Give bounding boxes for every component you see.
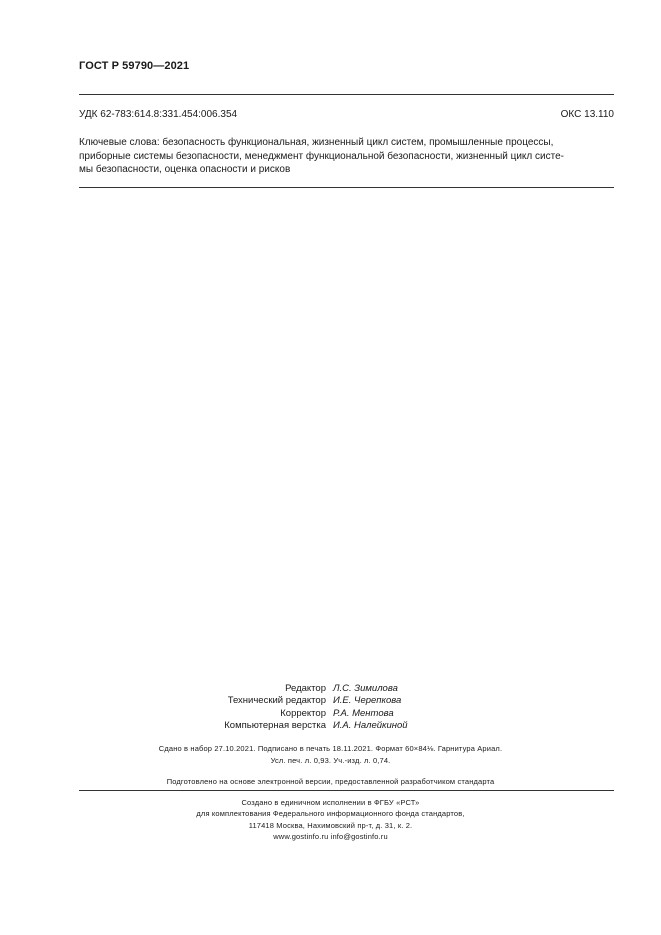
- standard-code: ГОСТ Р 59790—2021: [79, 60, 190, 72]
- keywords-line: приборные системы безопасности, менеджмент функциональной безопасности, жизненный цикл систе-: [79, 150, 564, 162]
- footer-line: 117418 Москва, Нахимовский пр-т, д. 31, к. 2.: [248, 820, 413, 830]
- print-details: [0, 743, 661, 766]
- credit-name: И.А. Налейкиной: [333, 719, 408, 731]
- publisher-footer: [0, 797, 661, 842]
- oks-code: ОКС 13.110: [560, 109, 614, 120]
- credit-name: И.Е. Черепкова: [333, 695, 402, 707]
- keywords-line: Ключевые слова: безопасность функциональная, жизненный цикл систем, промышленные процессы,: [79, 137, 554, 148]
- top-divider: [79, 94, 614, 95]
- credits-block: [0, 683, 661, 732]
- credit-role: Компьютерная верстка: [224, 719, 326, 731]
- udk-code: УДК 62-783:614.8:331.454:006.354: [79, 109, 238, 120]
- credit-row-tech-editor: [0, 695, 661, 707]
- footer-contacts: www.gostinfo.ru info@gostinfo.ru: [273, 831, 388, 841]
- credit-name: Р.А. Ментова: [333, 707, 394, 719]
- credit-row-editor: [0, 683, 661, 695]
- footer-line: для комплектования Федерального информационного фонда стандартов,: [196, 809, 465, 819]
- print-details-line: Сдано в набор 27.10.2021. Подписано в печать 18.11.2021. Формат 60×84⅛. Гарнитура Ариал.: [158, 744, 503, 753]
- credit-name: Л.С. Зимилова: [333, 683, 398, 694]
- keywords-paragraph: [79, 136, 615, 177]
- credit-row-layout: [0, 720, 661, 732]
- keywords-divider: [79, 187, 614, 188]
- credit-role: Корректор: [280, 707, 326, 719]
- credit-row-corrector: [0, 708, 661, 720]
- keywords-line: мы безопасности, оценка опасности и рисков: [79, 164, 291, 175]
- credit-role: Технический редактор: [227, 695, 326, 707]
- footer-line: Создано в единичном исполнении в ФГБУ «РСТ»: [241, 798, 420, 807]
- footer-divider: [79, 790, 614, 791]
- credit-role: Редактор: [285, 683, 326, 694]
- prepared-note: Подготовлено на основе электронной версии, предоставленной разработчиком стандарта: [166, 777, 495, 786]
- print-details-line: Усл. печ. л. 0,93. Уч.-изд. л. 0,74.: [270, 755, 391, 765]
